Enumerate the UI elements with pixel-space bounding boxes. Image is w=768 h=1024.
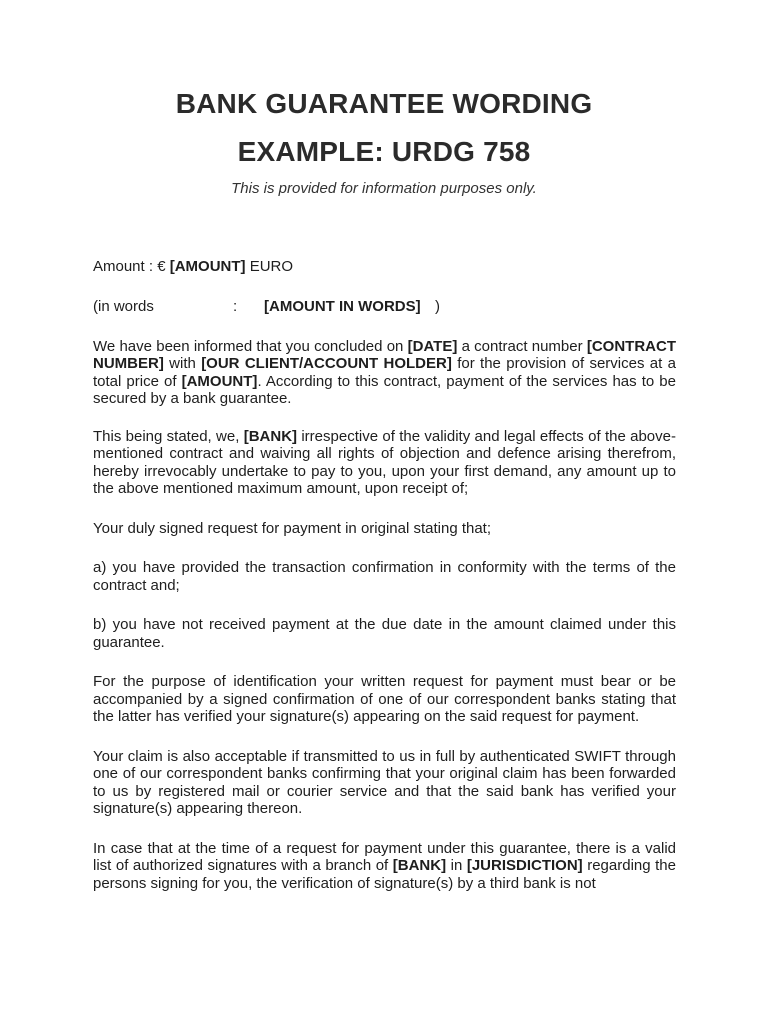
paragraph-identification: For the purpose of identification your written request for payment must bear or be accompanied by a signed confirmation of one of our correspondent banks stating that the latter has verified your signature(s) appearing on the said request for payment.	[93, 673, 676, 725]
client-placeholder: [OUR CLIENT/ACCOUNT HOLDER]	[201, 355, 452, 372]
para8-text-2: in	[446, 857, 467, 874]
document-subtitle: This is provided for information purposes only.	[231, 180, 537, 197]
para1-text-1: We have been informed that you concluded on	[93, 337, 408, 355]
paragraph-condition-b: b) you have not received payment at the due date in the amount claimed under this guarantee.	[93, 616, 676, 651]
in-words-close: )	[435, 297, 440, 315]
bank-placeholder: [BANK]	[243, 427, 298, 445]
paragraph-request: Your duly signed request for payment in original stating that;	[93, 519, 492, 537]
amount-in-words-line	[93, 298, 676, 316]
amount-placeholder: [AMOUNT]	[169, 258, 246, 275]
paragraph-contract	[93, 338, 676, 408]
para1-text-2: a contract number	[457, 337, 587, 355]
para8-text-3: regarding the persons signing for you, the verification of signature(s) by a third bank is not	[93, 857, 676, 892]
paragraph-swift-claim: Your claim is also acceptable if transmitted to us in full by authenticated SWIFT through one of our correspondent banks confirming that your original claim has been forwarded to us by registered mail or courier service and that the said bank has verified your signature(s) appearing thereon.	[93, 747, 676, 817]
amount-label: Amount : €	[93, 258, 166, 275]
in-words-label: (in words	[93, 297, 154, 315]
document-title-line-1: BANK GUARANTEE WORDING	[175, 88, 593, 119]
para8-text-1: In case that at the time of a request for payment under this guarantee, there is a valid list of authorized signatures with a branch of	[93, 839, 676, 874]
para1-text-4: for the provision of services at a total price of	[93, 355, 676, 390]
date-placeholder: [DATE]	[407, 337, 458, 355]
contract-number-placeholder: [CONTRACT NUMBER]	[93, 337, 676, 372]
para2-text-2: irrespective of the validity and legal effects of the above-mentioned contract and waiving all rights of objection and defence arising therefrom, hereby irrevocably undertake to pay to you, upon your first demand, any amount up to the above mentioned maximum amount, upon receipt of;	[93, 427, 676, 497]
para1-text-5: . According to this contract, payment of the services has to be secured by a bank guarantee.	[93, 372, 676, 407]
total-amount-placeholder: [AMOUNT]	[181, 372, 258, 390]
bank-placeholder-2: [BANK]	[392, 857, 447, 874]
paragraph-condition-a: a) you have provided the transaction confirmation in conformity with the terms of the contract and;	[93, 559, 676, 594]
document-title-line-2: EXAMPLE: URDG 758	[237, 136, 531, 167]
in-words-colon: :	[233, 297, 238, 315]
jurisdiction-placeholder: [JURISDICTION]	[466, 857, 583, 874]
amount-currency: EURO	[249, 258, 294, 275]
amount-in-words-placeholder: [AMOUNT IN WORDS]	[264, 297, 421, 315]
para1-text-3: with	[163, 355, 202, 372]
paragraph-authorized-signatures	[93, 840, 676, 893]
document-body	[93, 258, 676, 892]
amount-line	[93, 258, 676, 276]
paragraph-undertaking	[93, 428, 676, 498]
para2-text-1: This being stated, we,	[93, 427, 244, 445]
